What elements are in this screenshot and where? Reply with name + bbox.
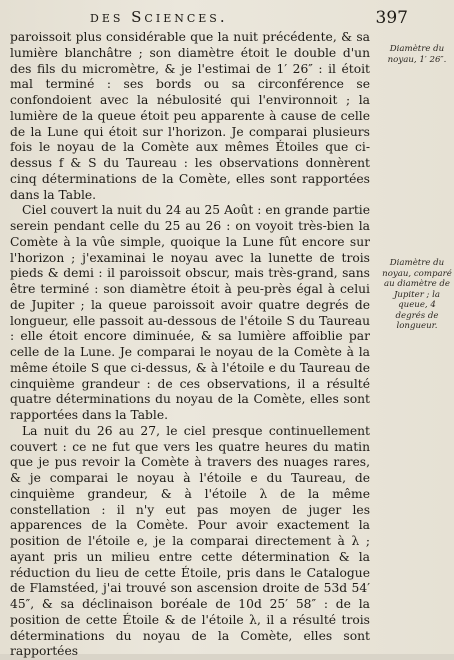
margin-note-jupiter: Diamètre du noyau, comparé au diamètre de Jupiter ; la queue, 4 degrés de longueur. xyxy=(382,258,452,331)
body-text xyxy=(10,30,370,660)
margin-note-diameter: Diamètre du noyau, 1′ 26″. xyxy=(387,44,447,65)
running-head: des Sciences. xyxy=(90,8,228,26)
paragraph-1: paroissoit plus considérable que la nuit précédente, & sa lumière blanchâtre ; son diamètre étoit le double d'un des fils du micromètre, & je l'estimai de 1′ 26″ : il étoit mal terminé : ses bords ou sa circonférence se confondoient avec la nébulosité qui l'environnoit ; la lumière de la queue étoit peu apparente à cause de celle de la Lune qui étoit sur l'horizon. Je comparai plusieurs fois le noyau de la Comète aux mêmes Étoiles que ci-dessus f & S du Taureau : les observations donnèrent cinq déterminations de la Comète, elles sont rapportées dans la Table. xyxy=(10,30,370,202)
paragraph-3: La nuit du 26 au 27, le ciel presque continuellement couvert : ce ne fut que vers les quatre heures du matin que je pus revoir la Comète à travers des nuages rares, & je comparai le noyau à l'étoile e du Taureau, de cinquième grandeur, & à l'étoile λ de la même constellation : il n'y eut pas moyen de juger les apparences de la Comète. Pour avoir exactement la position de l'étoile e, je la comparai directement à λ ; ayant pris un milieu entre cette détermination & la réduction du lieu de cette Étoile, pris dans le Catalogue de Flamstéed, j'ai trouvé son ascension droite de 53d 54′ 45″, & sa déclinaison boréale de 10d 25′ 58″ : de la position de cette Étoile & de l'étoile λ, il a résulté trois déterminations du noyau de la Comète, elles sont rapportées xyxy=(10,423,370,659)
paragraph-2: Ciel couvert la nuit du 24 au 25 Août : en grande partie serein pendant celle du 25 au 26 : on voyoit très-bien la Comète à la vûe simple, quoique la Lune fût encore sur l'horizon ; j'examinai le noyau avec la lunette de trois pieds & demi : il paroissoit obscur, mais très-grand, sans être terminé : son diamètre étoit à peu-près égal à celui de Jupiter ; la queue paroissoit avoir quatre degrés de longueur, elle passoit au-dessous de l'étoile S du Taureau : elle étoit encore diminuée, & sa lumière affoiblie par celle de la Lune. Je comparai le noyau de la Comète à la même étoile S que ci-dessus, & à l'étoile e du Taureau de cinquième grandeur : de ces observations, il a résulté quatre déterminations du noyau de la Comète, elles sont rapportées dans la Table. xyxy=(10,203,370,422)
page-number: 397 xyxy=(375,8,408,28)
page-header xyxy=(60,8,408,30)
